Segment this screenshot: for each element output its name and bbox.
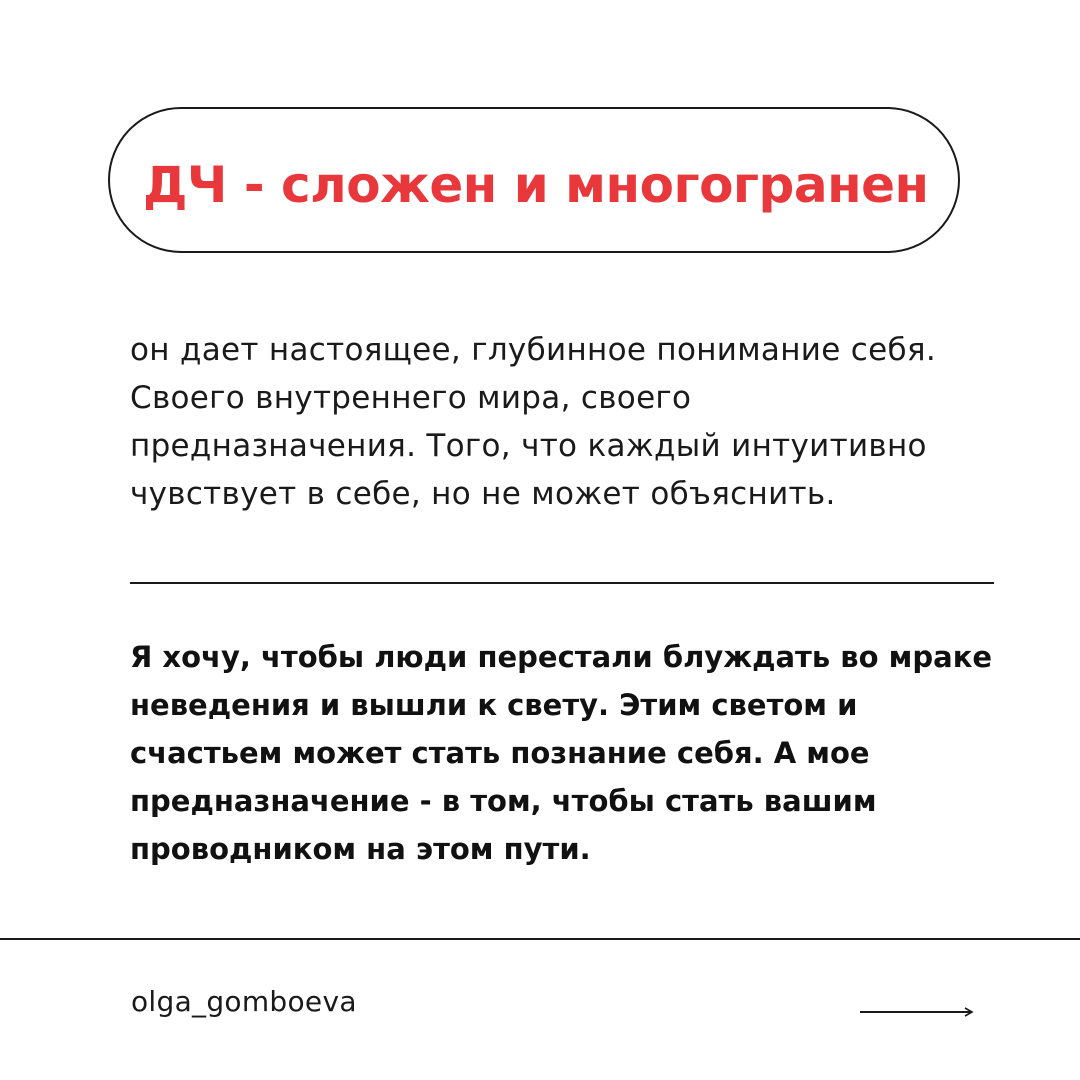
intro-line: он дает настоящее, глубинное понимание себя.	[130, 332, 936, 368]
mission-line: предназначение - в том, чтобы стать вашим	[130, 784, 877, 818]
mission-line: Я хочу, чтобы люди перестали блуждать во мраке	[130, 640, 993, 674]
mission-paragraph	[130, 633, 1060, 873]
arrow-right-icon[interactable]	[860, 1004, 975, 1020]
intro-line: Своего внутреннего мира, своего	[130, 380, 692, 416]
page-title: ДЧ - сложен и многогранен	[143, 156, 929, 214]
author-handle: olga_gomboeva	[131, 985, 357, 1018]
mission-line: проводником на этом пути.	[130, 832, 591, 866]
mission-line: счастьем может стать познание себя. А мое	[130, 736, 870, 770]
intro-paragraph	[130, 326, 1030, 518]
intro-line: предназначения. Того, что каждый интуитивно	[130, 428, 927, 464]
mission-line: неведения и вышли к свету. Этим светом и	[130, 688, 858, 722]
intro-line: чувствует в себе, но не может объяснить.	[130, 476, 836, 512]
section-divider	[130, 582, 994, 584]
footer-divider	[0, 938, 1080, 940]
